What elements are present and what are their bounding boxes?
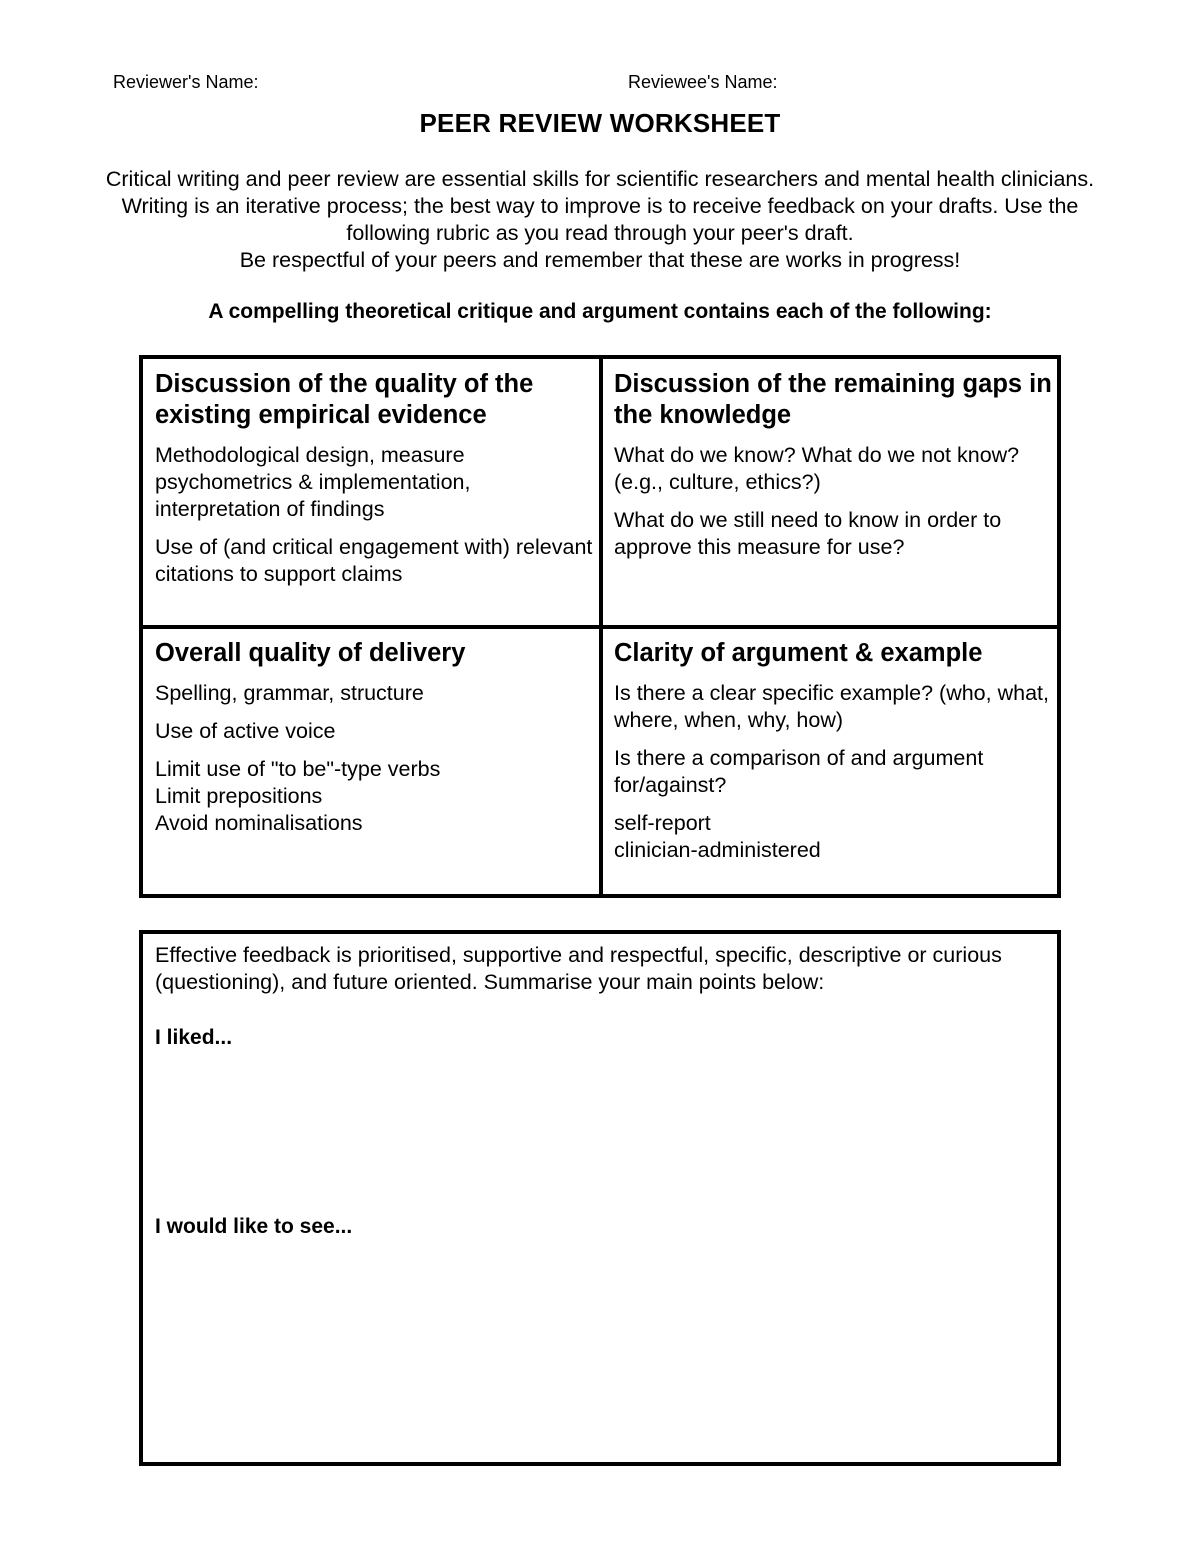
rubric-cell-evidence [155, 369, 595, 599]
cell-text-line: self-report [614, 811, 711, 835]
intro-text [100, 166, 1100, 274]
liked-label: I liked... [155, 1026, 233, 1049]
cell-text: Use of (and critical engagement with) relevant citations to support claims [155, 535, 593, 586]
rubric-cell-clarity [614, 638, 1054, 875]
cell-text-line: Limit use of "to be"-type verbs [155, 757, 441, 781]
cell-text-group [155, 756, 595, 837]
cell-text: What do we still need to know in order to approve this measure for use? [614, 508, 1002, 559]
cell-text-line: clinician-administered [614, 838, 821, 862]
rubric-subheading: A compelling theoretical critique and argument contains each of the following: [208, 300, 992, 323]
cell-text-group [614, 810, 1054, 864]
cell-text: What do we know? What do we not know? (e.g., culture, ethics?) [614, 443, 1020, 494]
cell-heading: Overall quality of delivery [155, 639, 466, 667]
would-like-to-see-label: I would like to see... [155, 1215, 353, 1238]
reviewee-name-label: Reviewee's Name: [628, 72, 778, 92]
cell-text-line: Avoid nominalisations [155, 811, 363, 835]
intro-reminder: Be respectful of your peers and remember that these are works in progress! [239, 248, 961, 272]
cell-heading: Clarity of argument & example [614, 639, 983, 667]
rubric-cell-delivery [155, 638, 595, 848]
grid-horizontal-divider [143, 625, 1057, 629]
rubric-grid [139, 355, 1061, 898]
page-title: PEER REVIEW WORKSHEET [419, 108, 781, 138]
cell-text: Spelling, grammar, structure [155, 681, 424, 705]
cell-text: Methodological design, measure psychometrics & implementation, interpretation of findings [155, 443, 471, 521]
cell-text: Use of active voice [155, 719, 336, 743]
cell-text: Is there a clear specific example? (who, what, where, when, why, how) [614, 681, 1049, 732]
feedback-intro: Effective feedback is prioritised, supportive and respectful, specific, descriptive or curious (questioning), and future oriented. Summarise your main points below: [155, 943, 1002, 994]
rubric-cell-gaps [614, 369, 1054, 572]
feedback-box [139, 930, 1061, 1466]
intro-paragraph: Critical writing and peer review are essential skills for scientific researchers and mental health clinicians. Writing is an iterative process; the best way to improve is to receive feedback on your drafts. Use the following rubric as you read through your peer's draft. [105, 167, 1095, 245]
reviewer-name-label: Reviewer's Name: [113, 72, 259, 92]
cell-text-line: Limit prepositions [155, 784, 323, 808]
cell-text: Is there a comparison of and argument for/against? [614, 746, 984, 797]
cell-heading: Discussion of the quality of the existing empirical evidence [155, 370, 534, 429]
cell-heading: Discussion of the remaining gaps in the knowledge [614, 370, 1052, 429]
